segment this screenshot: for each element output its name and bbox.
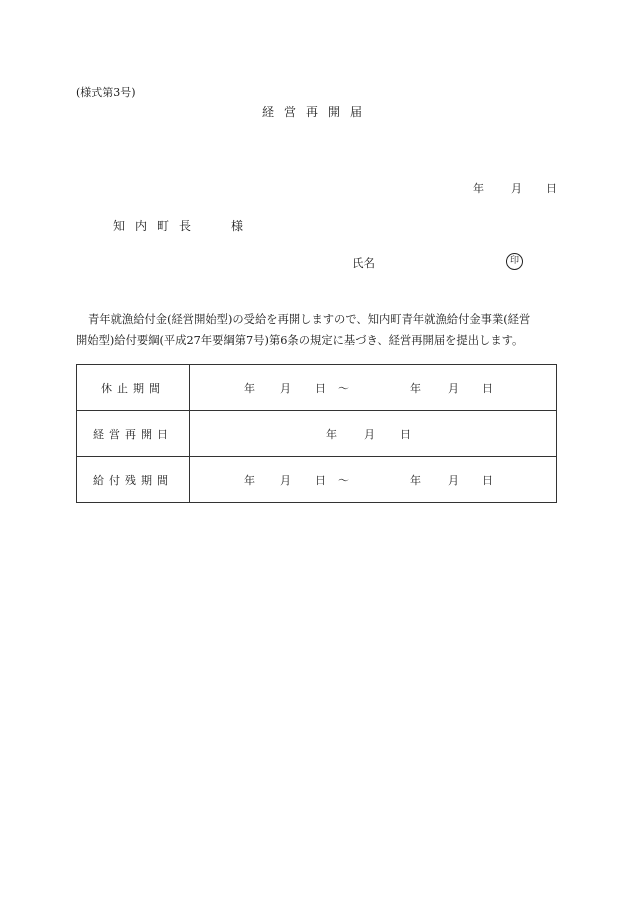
month-label: 月 [280,381,291,395]
table-row-remaining-period [77,457,557,503]
row-label: 給付残期間 [77,457,190,503]
date-month-label: 月 [511,182,522,195]
body-line-1-text: 青年就漁給付金(経営開始型)の受給を再開しますので、知内町青年就漁給付金事業(経営 [88,313,531,326]
resumption-date-field[interactable] [190,411,557,457]
row-label: 休止期間 [77,365,190,411]
info-table [76,364,557,503]
year-label: 年 [244,473,255,487]
month-label: 月 [364,427,375,441]
seal-mark: 印 [506,253,523,270]
day-label: 日 [315,381,326,395]
year-label: 年 [410,473,421,487]
day-label: 日 [482,381,493,395]
year-label: 年 [410,381,421,395]
range-tilde: ～ [338,473,349,487]
month-label: 月 [448,381,459,395]
body-line-2: 開始型)給付要綱(平成27年要綱第7号)第6条の規定に基づき、経営再開届を提出します。 [76,334,524,347]
range-tilde: ～ [338,381,349,395]
addressee: 知内町長 [113,219,202,233]
month-label: 月 [280,473,291,487]
body-paragraph [76,309,556,351]
year-label: 年 [326,427,337,441]
date-year-label: 年 [473,182,484,195]
name-label: 氏名 [352,256,375,270]
day-label: 日 [315,473,326,487]
addressee-honorific: 様 [231,219,244,233]
month-label: 月 [448,473,459,487]
document-title: 経営再開届 [262,105,373,119]
remaining-period-field[interactable] [190,457,557,503]
body-line-1 [76,309,556,330]
year-label: 年 [244,381,255,395]
day-label: 日 [482,473,493,487]
date-day-label: 日 [546,182,557,195]
day-label: 日 [400,427,411,441]
suspension-period-field[interactable] [190,365,557,411]
row-label: 経営再開日 [77,411,190,457]
form-number: (様式第3号) [76,86,136,99]
table-row-resumption-date [77,411,557,457]
table-row-suspension-period [77,365,557,411]
